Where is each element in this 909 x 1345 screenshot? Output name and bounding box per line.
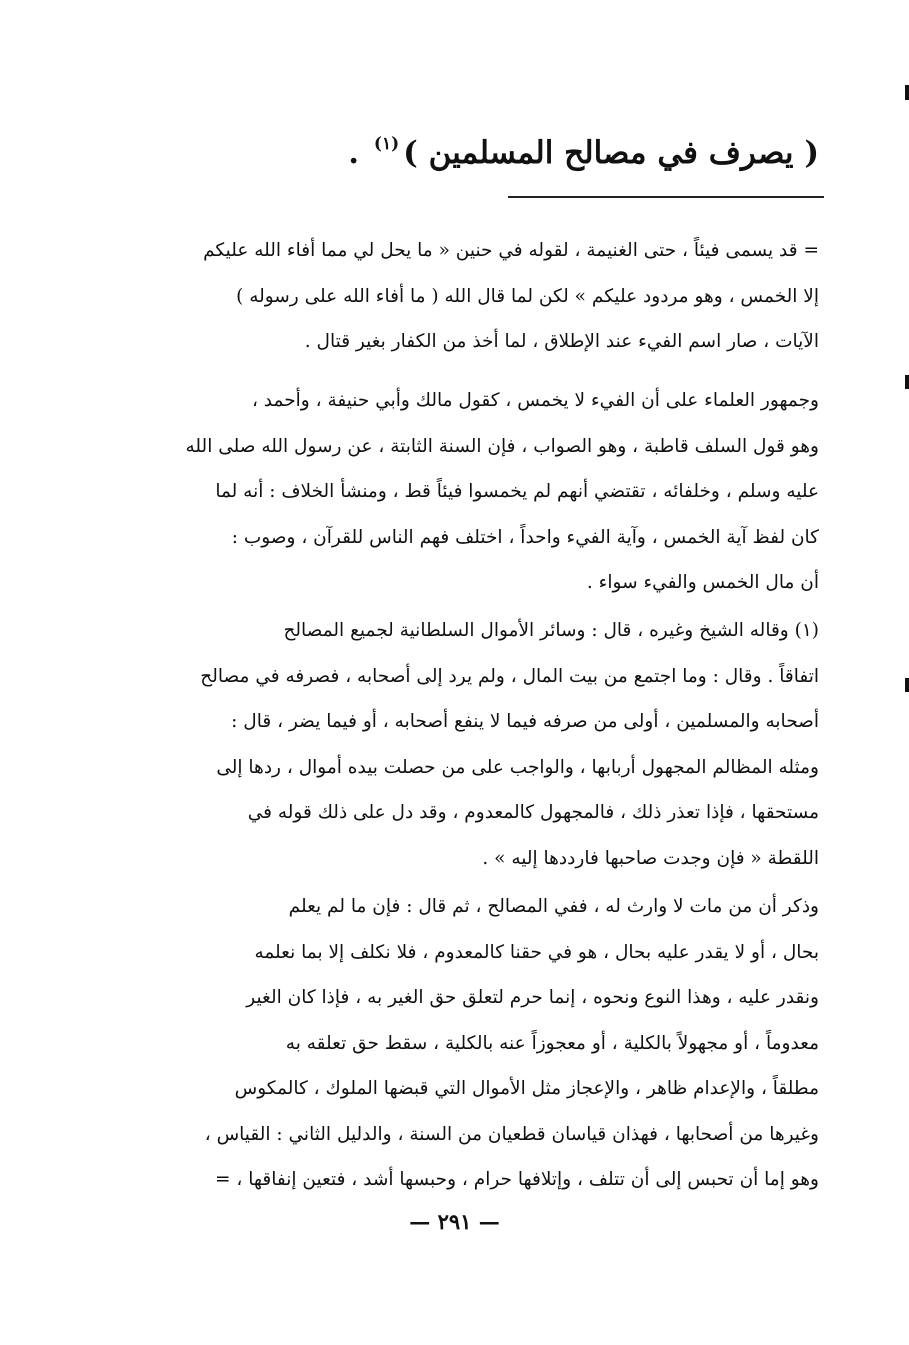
text-line: وغيرها من أصحابها ، فهذان قياسان قطعيان من السنة ، والدليل الثاني : القياس ، [204, 1123, 819, 1145]
text-line: الآيات ، صار اسم الفيء عند الإطلاق ، لما أخذ من الكفار بغير قتال . [304, 331, 819, 352]
text-line: أن مال الخمس والفيء سواء . [586, 572, 819, 593]
text-line: معدوماً ، أو مجهولاً بالكلية ، أو معجوزاً عنه بالكلية ، سقط حق تعلقه به [285, 1032, 819, 1054]
text-line: اتفاقاً . وقال : وما اجتمع من بيت المال ، ولم يرد إلى أصحابه ، فصرفه في مصالح [200, 665, 819, 687]
scan-edge-mark [905, 85, 909, 100]
scan-edge-mark [905, 678, 909, 692]
text-line: إلا الخمس ، وهو مردود عليكم » لكن لما قال الله ( ما أفاء الله على رسوله ) [236, 285, 819, 307]
heading-text: ( يصرف في مصالح المسلمين ) [403, 135, 819, 171]
text-line: مطلقاً ، والإعدام ظاهر ، والإعجاز مثل الأموال التي قبضها الملوك ، كالمكوس [234, 1078, 819, 1099]
text-line: ومثله المظالم المجهول أربابها ، والواجب على من حصلت بيده أموال ، ردها إلى [216, 756, 819, 778]
commentary-paragraph [91, 378, 819, 606]
text-line: عليه وسلم ، وخلفائه ، تقتضي أنهم لم يخمسوا فيئاً قط ، ومنشأ الخلاف : أنه لما [215, 481, 819, 502]
footnote-paragraph [91, 608, 819, 881]
footnote-continuation-paragraph [91, 228, 819, 365]
text-line: وهو قول السلف قاطبة ، وهو الصواب ، فإن السنة الثابتة ، عن رسول الله صلى الله [185, 435, 819, 457]
page-number: — ٢٩١ — [409, 1209, 500, 1234]
text-line: مستحقها ، فإذا تعذر ذلك ، فالمجهول كالمعدوم ، وقد دل على ذلك قوله في [247, 802, 819, 823]
scan-edge-mark [905, 375, 909, 389]
text-line: وهو إما أن تحبس إلى أن تتلف ، وإتلافها حرام ، وحبسها أشد ، فتعين إنفاقها ، = [215, 1169, 819, 1190]
footnote-reference: (١) [373, 134, 400, 154]
text-line: ونقدر عليه ، وهذا النوع ونحوه ، إنما حرم لتعلق حق الغير به ، فإذا كان الغير [246, 987, 819, 1008]
text-line: أصحابه والمسلمين ، أولى من صرفه فيما لا ينفع أصحابه ، أو فيما يضر ، قال : [231, 711, 819, 732]
main-text-divider [508, 196, 824, 198]
text-line: = قد يسمى فيئاً ، حتى الغنيمة ، لقوله في حنين « ما يحل لي مما أفاء الله عليكم [203, 240, 819, 261]
main-heading [119, 118, 819, 179]
heading-trailing-period: . [348, 135, 360, 171]
text-line: (١) وقاله الشيخ وغيره ، قال : وسائر الأموال السلطانية لجميع المصالح [283, 620, 819, 641]
text-line: وجمهور العلماء على أن الفيء لا يخمس ، كقول مالك وأبي حنيفة ، وأحمد ، [251, 390, 819, 411]
footnote-paragraph [91, 884, 819, 1203]
text-line: كان لفظ آية الخمس ، وآية الفيء واحداً ، اختلف فهم الناس للقرآن ، وصوب : [231, 526, 819, 548]
text-line: اللقطة « فإن وجدت صاحبها فارددها إليه » . [482, 847, 819, 869]
text-line: وذكر أن من مات لا وارث له ، ففي المصالح ، ثم قال : فإن ما لم يعلم [288, 896, 819, 917]
text-line: بحال ، أو لا يقدر عليه بحال ، هو في حقنا كالمعدوم ، فلا نكلف إلا بما نعلمه [254, 941, 819, 963]
